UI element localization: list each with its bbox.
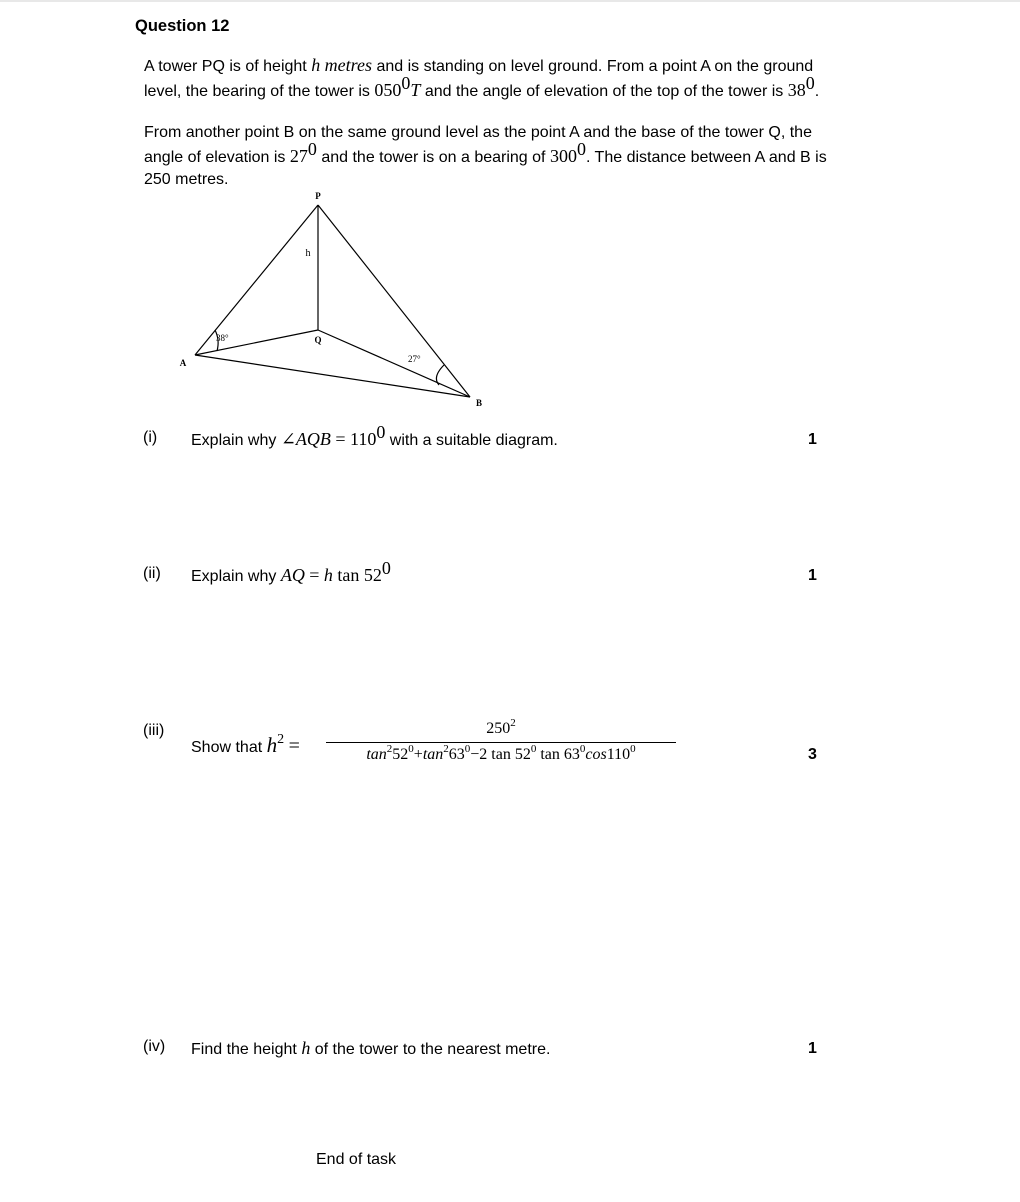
- line-QB: [318, 330, 470, 397]
- fraction-numerator: $250^2$: [486, 717, 516, 737]
- part-number: (ii): [143, 565, 161, 582]
- label-B: B: [475, 398, 483, 408]
- intro-paragraph-1: A tower PQ is of height h metres and is standing on level ground. From a point A on the ground level, the bearing of the tower is $050^0T$ and the angle of elevation of the top of the tower is $38^0$.: [144, 55, 820, 100]
- fraction-bar: [326, 742, 676, 743]
- line-PB: [318, 205, 470, 397]
- marks-value: 1: [808, 1040, 817, 1057]
- part-ii-text: Explain why AQ = h $\tan 52^0$: [191, 558, 391, 585]
- line-AP: [195, 205, 318, 355]
- part-iii-text: Show that $h^2$ =: [191, 732, 300, 757]
- angle-label-B: 27°: [408, 354, 421, 364]
- formula-fraction: [326, 717, 676, 764]
- part-i-text: Explain why ∠AQB = $110^0$ with a suitable diagram.: [191, 422, 558, 449]
- line-AB: [195, 355, 470, 397]
- label-P: P: [315, 191, 321, 201]
- marks-value: 1: [808, 567, 817, 584]
- angle-arc-B: [436, 365, 444, 385]
- marks-value: 3: [808, 746, 817, 763]
- part-iv-text: Find the height h of the tower to the nearest metre.: [191, 1038, 551, 1058]
- fraction-denominator: $\tan^252^0+\tan^263^0-2$ $\tan 52^0$ $\tan 63^0\cos 110^0$: [366, 743, 636, 763]
- part-number: (iii): [143, 722, 165, 739]
- end-of-task: End of task: [316, 1151, 397, 1168]
- intro-paragraph-2: From another point B on the same ground level as the point A and the base of the tower Q, the angle of elevation is $27^0$ and the tower is on a bearing of $300^0$. The distance between A and B is 250 metres.: [144, 124, 827, 188]
- line-AQ: [195, 330, 318, 355]
- tower-diagram: [160, 185, 500, 415]
- angle-label-A: 38°: [216, 333, 229, 343]
- label-Q: Q: [314, 335, 322, 345]
- part-number: (iv): [143, 1038, 166, 1055]
- label-h: h: [305, 248, 311, 259]
- marks-value: 1: [808, 431, 817, 448]
- question-title: Question 12: [135, 17, 230, 35]
- label-A: A: [179, 358, 187, 368]
- part-number: (i): [143, 429, 158, 446]
- top-rule: [0, 0, 1020, 2]
